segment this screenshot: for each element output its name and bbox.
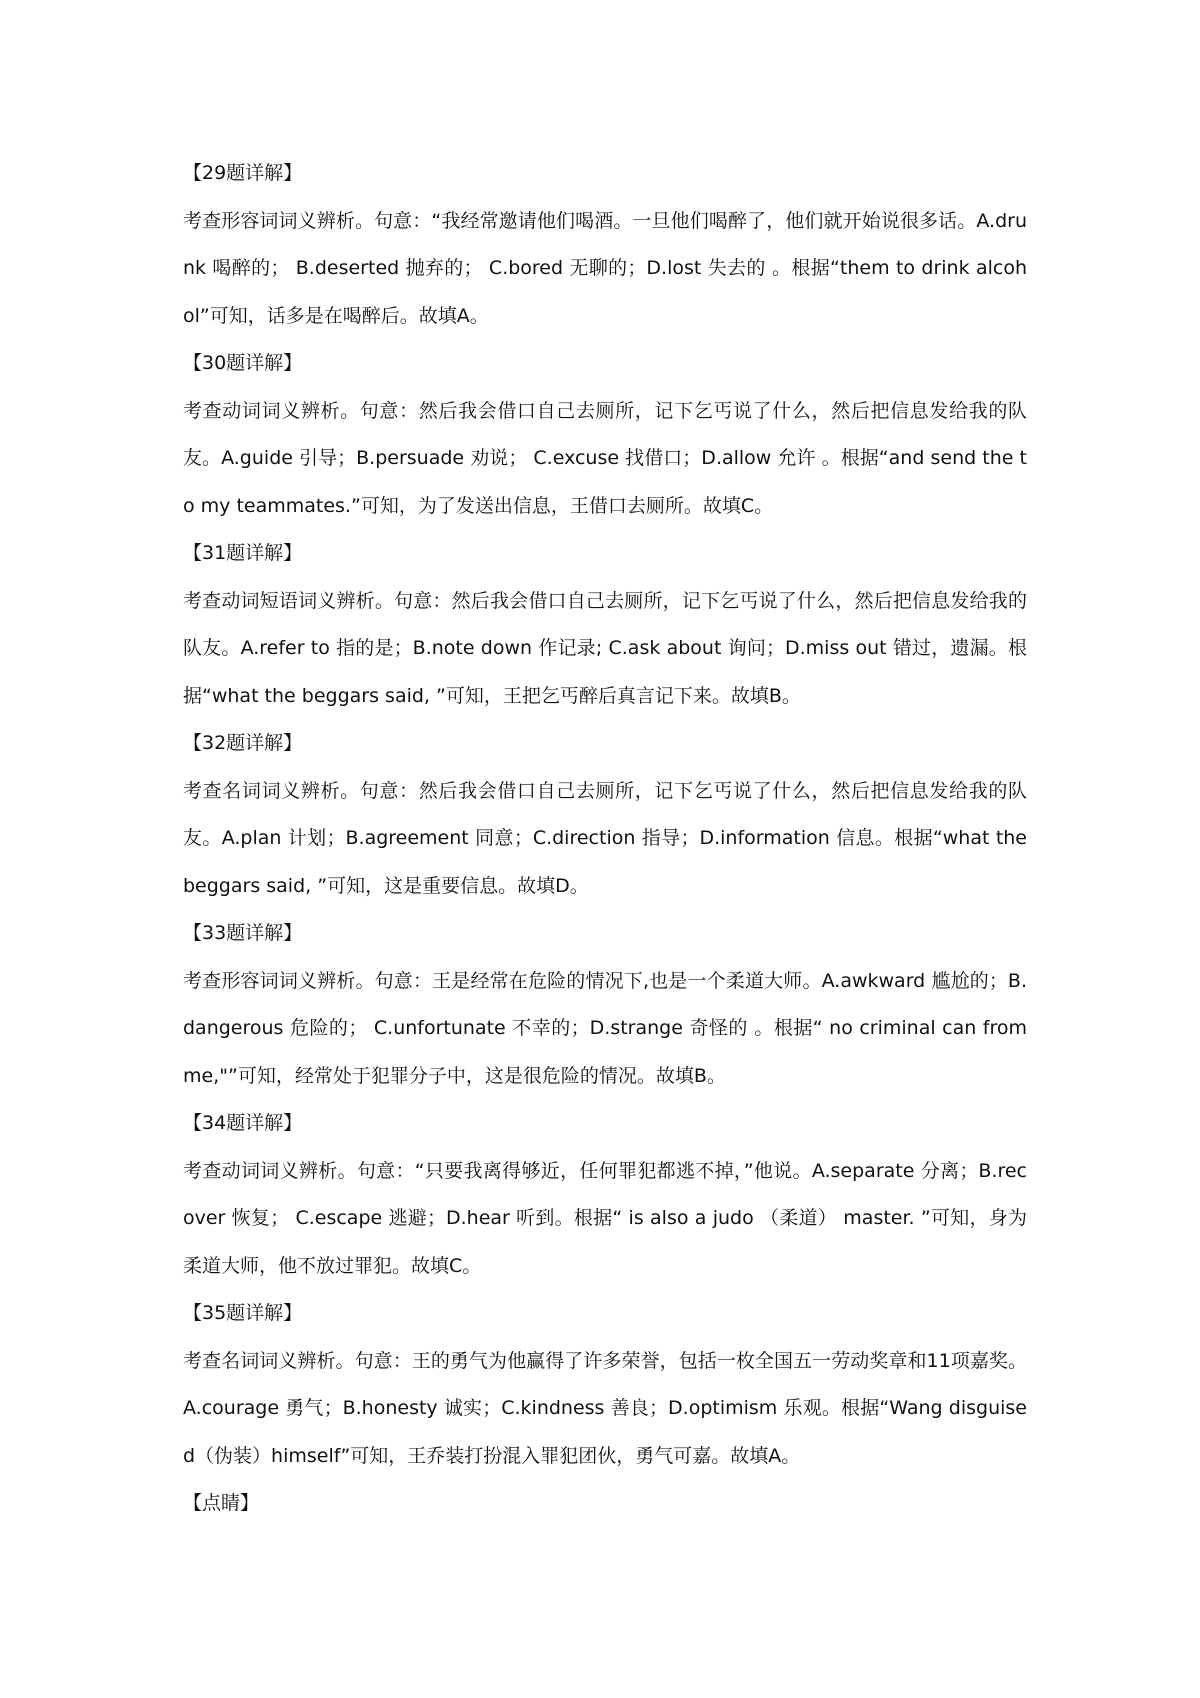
- section-heading: 【29题详解】: [183, 162, 303, 184]
- section-body: 考查动词短语词义辨析。句意：然后我会借口自己去厕所，记下乞丐说了什么，然后把信息发给我的队友。A.refer to 指的是；B.note down 作记录; C.ask about 询问；D.miss out 错过，遗漏。根据“what the beggars said, ”可知，王把乞丐醉后真言记下来。故填B。: [183, 589, 1027, 707]
- key-point-section: [183, 1480, 1027, 1528]
- section-heading: 【34题详解】: [183, 1112, 303, 1134]
- section-heading: 【30题详解】: [183, 352, 303, 374]
- section-heading: 【31题详解】: [183, 542, 303, 564]
- explanation-29: [183, 150, 1027, 340]
- explanation-33: [183, 910, 1027, 1100]
- section-body: 考查名词词义辨析。句意：然后我会借口自己去厕所，记下乞丐说了什么，然后把信息发给我的队友。A.plan 计划；B.agreement 同意；C.direction 指导；D.information 信息。根据“what the beggars said, ”可知，这是重要信息。故填D。: [183, 779, 1027, 897]
- section-body: 考查动词词义辨析。句意：“只要我离得够近，任何罪犯都逃不掉，”他说。A.separate 分离；B.recover 恢复； C.escape 逃避；D.hear 听到。根据“ is also a judo （柔道） master. ”可知，身为柔道大师，他不放过罪犯。故填C。: [183, 1159, 1027, 1277]
- explanation-35: [183, 1290, 1027, 1480]
- section-body: 考查形容词词义辨析。句意：王是经常在危险的情况下,也是一个柔道大师。A.awkward 尴尬的；B.dangerous 危险的； C.unfortunate 不幸的；D.strange 奇怪的 。根据“ no criminal can from me,"”可知，经常处于犯罪分子中，这是很危险的情况。故填B。: [183, 969, 1027, 1087]
- explanation-34: [183, 1100, 1027, 1290]
- section-heading: 【35题详解】: [183, 1302, 303, 1324]
- section-body: 考查名词词义辨析。句意：王的勇气为他赢得了许多荣誉，包括一枚全国五一劳动奖章和11项嘉奖。A.courage 勇气；B.honesty 诚实；C.kindness 善良；D.optimism 乐观。根据“Wang disguised（伪装）himself”可知，王乔装打扮混入罪犯团伙，勇气可嘉。故填A。: [183, 1349, 1027, 1467]
- answer-explanations: [183, 150, 1027, 1528]
- key-point-heading: 【点睛】: [183, 1492, 260, 1514]
- section-heading: 【32题详解】: [183, 732, 303, 754]
- explanation-31: [183, 530, 1027, 720]
- section-body: 考查形容词词义辨析。句意：“我经常邀请他们喝酒。一旦他们喝醉了，他们就开始说很多话。A.drunk 喝醉的； B.deserted 抛弃的； C.bored 无聊的；D.lost 失去的 。根据“them to drink alcohol”可知，话多是在喝醉后。故填A。: [183, 209, 1027, 327]
- explanation-32: [183, 720, 1027, 910]
- explanation-30: [183, 340, 1027, 530]
- section-body: 考查动词词义辨析。句意：然后我会借口自己去厕所，记下乞丐说了什么，然后把信息发给我的队友。A.guide 引导；B.persuade 劝说； C.excuse 找借口；D.allow 允许 。根据“and send the to my teammates.”可知，为了发送出信息，王借口去厕所。故填C。: [183, 399, 1027, 517]
- section-heading: 【33题详解】: [183, 922, 303, 944]
